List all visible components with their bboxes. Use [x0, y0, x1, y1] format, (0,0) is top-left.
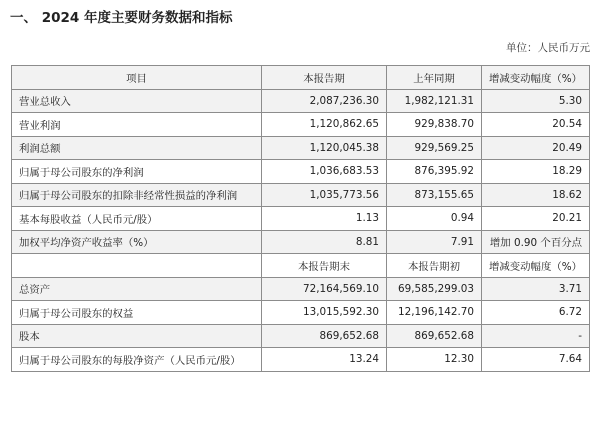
change-value: 增加 0.90 个百分点: [482, 230, 590, 254]
table-row: [12, 160, 590, 184]
change-value: 20.21: [482, 207, 590, 231]
row-label: 归属于母公司股东的净利润: [12, 160, 262, 184]
change-value: 6.72: [482, 301, 590, 325]
change-value: 5.30: [482, 89, 590, 113]
current-value: 2,087,236.30: [262, 89, 387, 113]
change-value: 18.62: [482, 183, 590, 207]
change-value: 20.54: [482, 113, 590, 137]
table-row: [12, 89, 590, 113]
prior-value: 1,982,121.31: [387, 89, 482, 113]
period-end-value: 13,015,592.30: [262, 301, 387, 325]
current-value: 1,035,773.56: [262, 183, 387, 207]
table-header-row: [12, 66, 590, 90]
table-row: [12, 183, 590, 207]
prior-value: 929,569.25: [387, 136, 482, 160]
header-cell-prior-period: 上年同期: [387, 66, 482, 90]
current-value: 1.13: [262, 207, 387, 231]
table-row: [12, 301, 590, 325]
prior-value: 7.91: [387, 230, 482, 254]
table-row: [12, 113, 590, 137]
change-value: 7.64: [482, 348, 590, 372]
row-label: 加权平均净资产收益率（%）: [12, 230, 262, 254]
current-value: 1,120,862.65: [262, 113, 387, 137]
current-value: 1,036,683.53: [262, 160, 387, 184]
change-value: 3.71: [482, 277, 590, 301]
section-heading: 一、 2024 年度主要财务数据和指标: [10, 10, 233, 26]
subheader-cell-empty: [12, 254, 262, 278]
change-value: -: [482, 324, 590, 348]
row-label: 归属于母公司股东的权益: [12, 301, 262, 325]
period-start-value: 12.30: [387, 348, 482, 372]
header-cell-current-period: 本报告期: [262, 66, 387, 90]
prior-value: 0.94: [387, 207, 482, 231]
change-value: 20.49: [482, 136, 590, 160]
prior-value: 929,838.70: [387, 113, 482, 137]
row-label: 营业总收入: [12, 89, 262, 113]
prior-value: 876,395.92: [387, 160, 482, 184]
period-end-value: 72,164,569.10: [262, 277, 387, 301]
subheader-cell-period-end: 本报告期末: [262, 254, 387, 278]
financial-data-table: [11, 65, 590, 372]
table-row: [12, 348, 590, 372]
subheader-cell-change-pct: 增减变动幅度（%）: [482, 254, 590, 278]
row-label: 归属于母公司股东的扣除非经常性损益的净利润: [12, 183, 262, 207]
current-value: 1,120,045.38: [262, 136, 387, 160]
row-label: 利润总额: [12, 136, 262, 160]
table-row: [12, 136, 590, 160]
row-label: 总资产: [12, 277, 262, 301]
table-row: [12, 324, 590, 348]
period-start-value: 12,196,142.70: [387, 301, 482, 325]
period-end-value: 13.24: [262, 348, 387, 372]
period-start-value: 69,585,299.03: [387, 277, 482, 301]
table-subheader-row: [12, 254, 590, 278]
current-value: 8.81: [262, 230, 387, 254]
subheader-cell-period-start: 本报告期初: [387, 254, 482, 278]
prior-value: 873,155.65: [387, 183, 482, 207]
row-label: 基本每股收益（人民币元/股）: [12, 207, 262, 231]
period-end-value: 869,652.68: [262, 324, 387, 348]
row-label: 股本: [12, 324, 262, 348]
period-start-value: 869,652.68: [387, 324, 482, 348]
row-label: 归属于母公司股东的每股净资产（人民币元/股）: [12, 348, 262, 372]
unit-label: 单位：人民币万元: [506, 42, 590, 54]
table-row: [12, 277, 590, 301]
table-row: [12, 230, 590, 254]
table-row: [12, 207, 590, 231]
row-label: 营业利润: [12, 113, 262, 137]
change-value: 18.29: [482, 160, 590, 184]
header-cell-change-pct: 增减变动幅度（%）: [482, 66, 590, 90]
header-cell-item: 项目: [12, 66, 262, 90]
